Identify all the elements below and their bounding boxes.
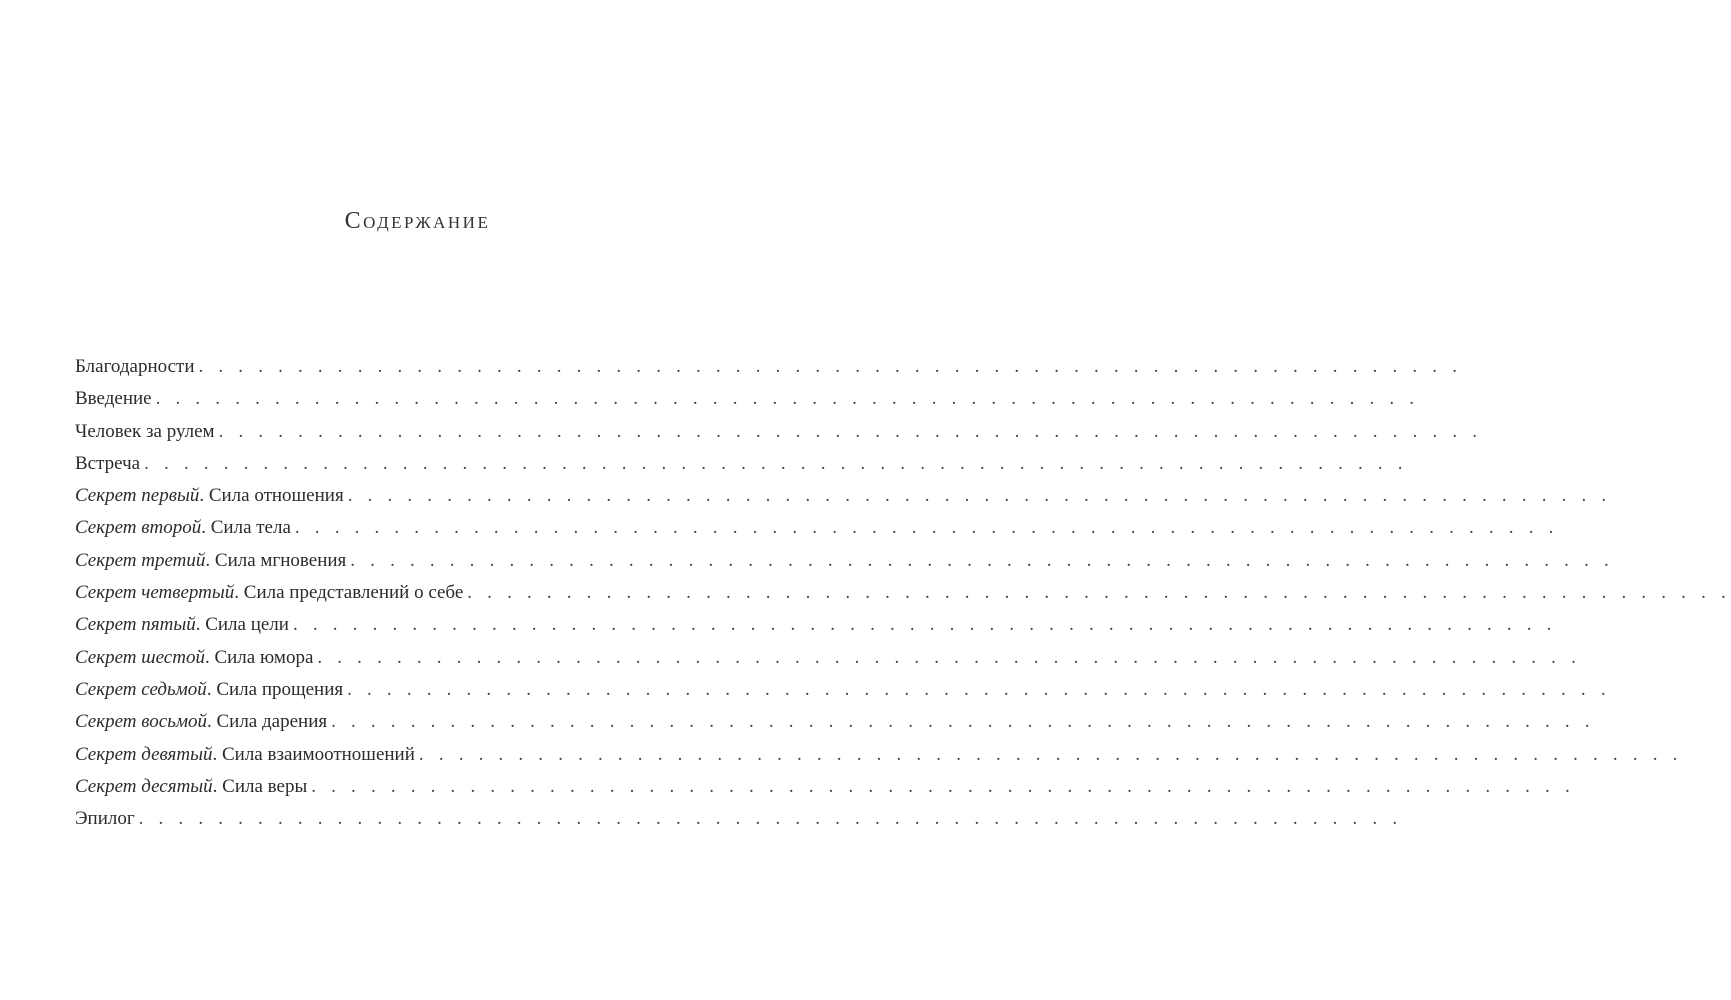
entry-title: Благодарности: [75, 356, 195, 377]
entry-label: [75, 388, 156, 410]
toc-entry-secret-1: [75, 485, 1612, 517]
page-title: Содержание: [344, 208, 491, 234]
dot-leader: . . . . . . . . . . . . . . . . . . . . . . . . . . . . . . . . . . . . . . . . . . . . . . . . . . . . . . . . . . . . . . . .: [144, 452, 1408, 474]
dot-leader: . . . . . . . . . . . . . . . . . . . . . . . . . . . . . . . . . . . . . . . . . . . . . . . . . . . . . . . . . . . . . . . .: [331, 711, 1595, 733]
toc-entry-secret-2: [75, 517, 1559, 549]
entry-secret: Секрет пятый: [75, 614, 196, 636]
entry-title: . Сила прощения: [206, 678, 344, 700]
entry-label: [75, 485, 348, 507]
toc-entry-secret-6: [75, 646, 1582, 679]
dot-leader: . . . . . . . . . . . . . . . . . . . . . . . . . . . . . . . . . . . . . . . . . . . . . . . . . . . . . . . . . . . . . . . .: [350, 549, 1614, 571]
toc-entry-secret-10: [75, 775, 1575, 808]
dot-leader: . . . . . . . . . . . . . . . . . . . . . . . . . . . . . . . . . . . . . . . . . . . . . . . . . . . . . . . . . . . . . . . .: [418, 743, 1683, 765]
entry-secret: Секрет второй: [75, 517, 202, 539]
toc-entry-secret-7: [75, 678, 1611, 711]
entry-title: Встреча: [75, 452, 141, 474]
toc-entry-secret-3: [75, 549, 1614, 582]
entry-title: . Сила юмора: [204, 646, 314, 668]
dot-leader: . . . . . . . . . . . . . . . . . . . . . . . . . . . . . . . . . . . . . . . . . . . . . . . . . . . . . . . . . . . . . . . .: [155, 388, 1420, 410]
dot-leader: . . . . . . . . . . . . . . . . . . . . . . . . . . . . . . . . . . . . . . . . . . . . . . . . . . . . . . . . . . . . . . . .: [347, 485, 1612, 507]
entry-label: [75, 647, 317, 669]
toc-entry-secret-5: [75, 614, 1557, 646]
dot-leader: . . . . . . . . . . . . . . . . . . . . . . . . . . . . . . . . . . . . . . . . . . . . . . . . . . . . . . . . . . . . . . . .: [218, 420, 1483, 442]
entry-title: . Сила мгновения: [205, 549, 347, 571]
entry-secret: Секрет четвертый: [75, 582, 235, 604]
entry-label: [75, 421, 219, 443]
entry-title: Человек за рулем: [75, 420, 215, 442]
entry-secret: Секрет восьмой: [75, 711, 207, 733]
entry-title: . Сила тела: [201, 517, 291, 539]
dot-leader: . . . . . . . . . . . . . . . . . . . . . . . . . . . . . . . . . . . . . . . . . . . . . . . . . . . . . . . . . . . . . . . .: [138, 808, 1403, 830]
entry-secret: Секрет десятый: [75, 775, 213, 797]
toc-entry-epilogue: [75, 808, 1403, 840]
entry-label: [75, 744, 419, 766]
entry-label: [75, 582, 467, 604]
dot-leader: . . . . . . . . . . . . . . . . . . . . . . . . . . . . . . . . . . . . . . . . . . . . . . . . . . . . . . . . . . . . . . . .: [347, 678, 1611, 700]
entry-secret: Секрет третий: [75, 549, 206, 571]
dot-leader: . . . . . . . . . . . . . . . . . . . . . . . . . . . . . . . . . . . . . . . . . . . . . . . . . . . . . . . . . . . . . . . .: [467, 582, 1731, 604]
entry-secret: Секрет девятый: [75, 743, 213, 765]
entry-label: [75, 356, 199, 378]
entry-secret: Секрет седьмой: [75, 678, 207, 700]
entry-label: [75, 453, 144, 475]
entry-title: . Сила цели: [195, 614, 289, 636]
table-of-contents: [75, 356, 1731, 840]
entry-label: [75, 679, 347, 701]
entry-title: Эпилог: [75, 808, 135, 830]
toc-entry-meeting: [75, 452, 1408, 485]
toc-entry-secret-4: [75, 582, 1731, 614]
entry-label: [75, 776, 311, 798]
entry-label: [75, 550, 350, 572]
entry-title: Введение: [75, 388, 152, 410]
entry-label: [75, 517, 295, 539]
entry-title: . Сила веры: [212, 775, 308, 797]
entry-label: [75, 614, 293, 636]
entry-label: [75, 711, 331, 733]
toc-entry-acknowledgements: [75, 356, 1463, 388]
entry-secret: Секрет первый: [75, 485, 200, 507]
entry-label: [75, 808, 139, 830]
dot-leader: . . . . . . . . . . . . . . . . . . . . . . . . . . . . . . . . . . . . . . . . . . . . . . . . . . . . . . . . . . . . . . . .: [292, 614, 1557, 636]
entry-title: . Сила отношения: [199, 485, 344, 507]
toc-entry-driver: [75, 420, 1483, 453]
entry-secret: Секрет шестой: [75, 646, 205, 668]
entry-title: . Сила представлений о себе: [234, 582, 464, 604]
toc-entry-secret-8: [75, 711, 1595, 743]
toc-entry-secret-9: [75, 743, 1683, 776]
dot-leader: . . . . . . . . . . . . . . . . . . . . . . . . . . . . . . . . . . . . . . . . . . . . . . . . . . . . . . . . . . . . . . . .: [198, 356, 1463, 377]
dot-leader: . . . . . . . . . . . . . . . . . . . . . . . . . . . . . . . . . . . . . . . . . . . . . . . . . . . . . . . . . . . . . . . .: [294, 517, 1559, 539]
dot-leader: . . . . . . . . . . . . . . . . . . . . . . . . . . . . . . . . . . . . . . . . . . . . . . . . . . . . . . . . . . . . . . . .: [311, 775, 1575, 797]
toc-entry-introduction: [75, 388, 1420, 420]
entry-title: . Сила взаимоотношений: [212, 743, 415, 765]
dot-leader: . . . . . . . . . . . . . . . . . . . . . . . . . . . . . . . . . . . . . . . . . . . . . . . . . . . . . . . . . . . . . . . .: [317, 646, 1582, 668]
entry-title: . Сила дарения: [206, 711, 328, 733]
